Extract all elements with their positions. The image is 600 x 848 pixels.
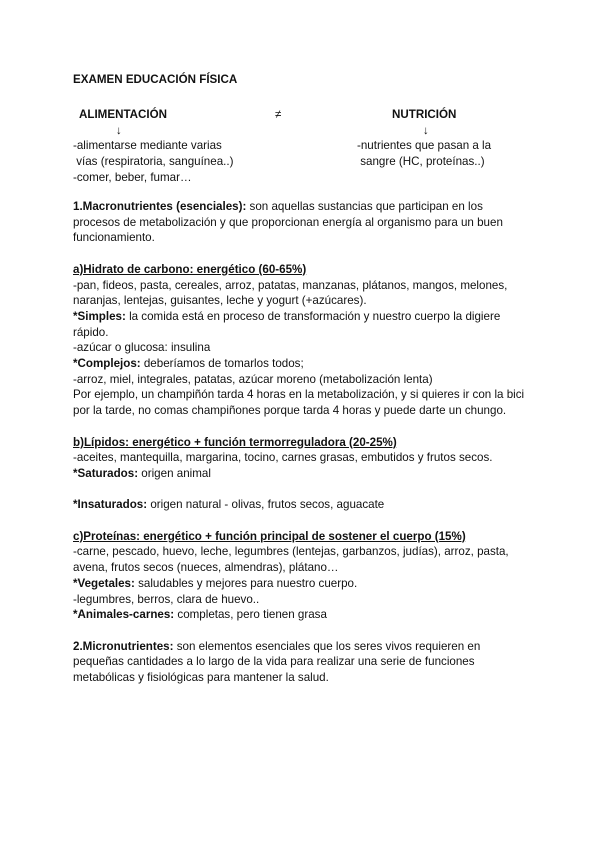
document-title: EXAMEN EDUCACIÓN FÍSICA	[73, 73, 238, 86]
animales-text: completas, pero tienen grasa	[174, 608, 327, 622]
insaturados-label: *Insaturados:	[73, 498, 148, 512]
insaturados-paragraph	[73, 497, 528, 513]
lipidos-header: b)Lípidos: energético + función termorreguladora (20-25%)	[73, 435, 397, 449]
proteinas-examples: -carne, pescado, huevo, leche, legumbres (lentejas, garbanzos, judías), arroz, pasta, avena, frutos secos (nueces, almendras), plátano…	[73, 545, 509, 575]
proteinas-header: c)Proteínas: energético + función principal de sostener el cuerpo (15%)	[73, 529, 466, 543]
simples-paragraph	[73, 309, 528, 340]
alimentacion-line: -comer, beber, fumar…	[73, 170, 192, 184]
alimentacion-line: vías (respiratoria, sanguínea..)	[73, 155, 234, 169]
alimentacion-header: ALIMENTACIÓN	[79, 108, 168, 121]
nutricion-line: sangre (HC, proteínas..)	[357, 155, 485, 169]
complejos-paragraph	[73, 356, 528, 372]
saturados-text: origen animal	[138, 466, 211, 480]
nutricion-header: NUTRICIÓN	[392, 108, 457, 121]
hidratos-header: a)Hidrato de carbono: energético (60-65%)	[73, 262, 307, 276]
alimentacion-line: -alimentarse mediante varias	[73, 139, 222, 153]
vegetales-text: saludables y mejores para nuestro cuerpo.	[134, 576, 358, 590]
animales-paragraph	[73, 607, 528, 623]
nutricion-line: -nutrientes que pasan a la	[357, 139, 492, 153]
alimentacion-column	[73, 107, 283, 186]
micronutrientes-text: son elementos esenciales que los seres vivos requieren en pequeñas cantidades a lo largo de la vida para realizar una serie de funciones metabólicas y fisiológicas para mantener la salud.	[73, 639, 481, 685]
complejos-example: -arroz, miel, integrales, patatas, azúcar moreno (metabolización lenta)	[73, 372, 433, 386]
down-arrow-icon: ↓	[116, 123, 122, 137]
macronutrientes-text: son aquellas sustancias que participan en los procesos de metabolización y que proporcionan energía al organismo para un buen funcionamiento.	[73, 200, 503, 245]
lipidos-examples: -aceites, mantequilla, margarina, tocino, carnes grasas, embutidos y frutos secos.	[73, 451, 493, 465]
complejos-label: *Complejos:	[73, 357, 141, 371]
insaturados-text: origen natural - olivas, frutos secos, aguacate	[147, 498, 385, 512]
not-equal-symbol: ≠	[275, 108, 282, 121]
hidratos-examples: -pan, fideos, pasta, cereales, arroz, patatas, manzanas, plátanos, mangos, melones, naranjas, lentejas, guisantes, leche y yogurt (+azúcares).	[73, 278, 508, 308]
micronutrientes-label: 2.Micronutrientes:	[73, 639, 174, 653]
nutricion-column	[357, 107, 557, 170]
animales-label: *Animales-carnes:	[73, 608, 175, 622]
simples-text: la comida está en proceso de transformación y nuestro cuerpo la digiere rápido.	[73, 309, 501, 339]
macronutrientes-label: 1.Macronutrientes (esenciales):	[73, 200, 247, 213]
vegetales-example: -legumbres, berros, clara de huevo..	[73, 592, 260, 606]
down-arrow-icon: ↓	[423, 123, 429, 137]
vegetales-label: *Vegetales:	[73, 576, 135, 590]
saturados-paragraph	[73, 466, 528, 482]
macronutrientes-paragraph	[73, 199, 528, 246]
simples-label: *Simples:	[73, 309, 126, 323]
document-body	[73, 199, 528, 686]
micronutrientes-paragraph	[73, 639, 528, 686]
vegetales-paragraph	[73, 576, 528, 592]
champinon-example-paragraph: Por ejemplo, un champiñón tarda 4 horas en la metabolización, y si quieres ir con la bici por la tarde, no comas champiñones porque tarda 4 horas y puede darte un chungo.	[73, 388, 525, 418]
complejos-text: deberíamos de tomarlos todos;	[140, 357, 304, 371]
saturados-label: *Saturados:	[73, 466, 139, 480]
simples-example: -azúcar o glucosa: insulina	[73, 341, 211, 355]
